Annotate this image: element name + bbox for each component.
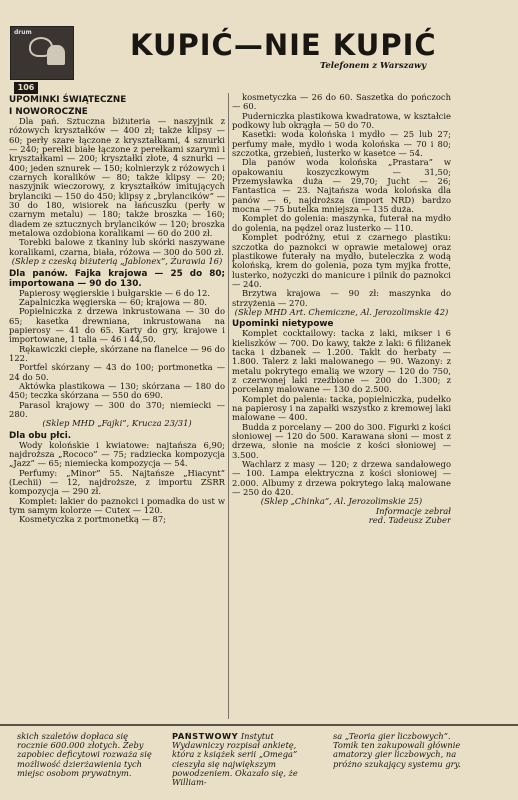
page-subtitle: Telefonem z Warszawy [320,61,427,71]
article-paragraph: Kasetki: woda kolońska i mydło — 25 lub 27; perfumy małe, mydło i woda kolońska — 70 i 80; szczotka, grzebień, lusterko w kasetce — 54. [232,129,451,159]
bottom-snippet-left: skich szaletów dopłaca się rocznie 600.000 złotych. Żeby zapobiec deficytowi rozważa się możliwość dzierżawienia tych miejsc osobom prywatnym. [17,732,152,778]
snippet-body: Instytut Wydawniczy rozpisał ankietę, która z książek serii „Omega” cieszyła się największym powodzeniem. Okazało się, że William- [172,732,298,788]
article-paragraph: Torebki balowe z tkaniny lub skórki naszywane koralikami, czarna, biała, różowa — 300 do 500 zł. [9,237,225,257]
shop-source: (Sklep z czeską biżuterią „Jablonex”, Żurawia 16) [11,256,223,267]
article-paragraph: Aktówka plastikowa — 130; skórzana — 180 do 450; teczka skórzana — 550 do 690. [9,380,225,401]
article-paragraph: Komplet cocktailowy: tacka z laki, mikser i 6 kieliszków — 700. Do kawy, także z laki: 6 filiżanek tacka i dzbanek — 1.200. Taklt do herbaty — 1.800. Talerz z laki malowanego — 90. Wazony: z metalu pokrytego emalią we wzory — 120 do 750, z czerwonej laki rzeźbione — 200 do 1.300; z porcelany malowane — 130 do 2.500. [232,328,451,395]
article-paragraph: Wody kolońskie i kwiatowe: najtańsza 6,90; najdroższa „Rococo” — 75; radziecka kompozycja „Jazz” — 65; niemiecka kompozycja — 54. [9,439,225,469]
article-paragraph: kosmetyczka — 26 do 60. Saszetka do pończoch — 60. [232,93,451,112]
article-paragraph: Popielniczka z drzewa inkrustowana — 30 do 65; kasetka drewniana, inkrustowana na papierosy — 41 do 65. Karty do gry, krajowe i importowane, 1 talia — 46 i 44,50. [9,306,225,345]
shop-source: (Sklep MHD Art. Chemiczne, Al. Jerozolimskie 42) [234,306,449,317]
page-title: KUPIĆ—NIE KUPIĆ [130,28,437,62]
shop-source: (Sklep „Chinka”, Al. Jerozolimskie 25) [260,496,423,507]
article-paragraph: Komplet do golenia: maszynka, futerał na mydło do golenia, na pędzel oraz lusterko — 110. [232,213,451,233]
section-heading: Dla obu płci. [9,430,72,441]
article-paragraph: Brzytwa krajowa — 90 zł: maszynka do strzyżenia — 270. [232,288,451,308]
article-paragraph: Puderniczka plastikowa kwadratowa, w kształcie podkowy lub okrągła — 50 do 70. [232,110,451,131]
article-paragraph: Portfel skórzany — 43 do 100; portmonetka — 24 do 50. [9,362,225,382]
bottom-separator [0,724,518,726]
article-paragraph: Komplet podróżny, etui z czarnego plastiku: szczotka do paznokci w oprawie metalowej oraz plastikowe futerały na mydło, buteleczka z wodą kolońską, krem do golenia, poza tym myjka frotte, lusterko, nożyczki do manicure i pilnik do paznokci — 240. [232,232,451,289]
section-heading: Dla panów. Fajka krajowa — 25 do 80; importowana — 90 do 130. [9,268,225,289]
left-article-column [9,93,225,717]
article-paragraph: Zapalniczka węgierska — 60; krajowa — 80. [19,296,207,307]
article-paragraph: Wachlarz z masy — 120; z drzewa sandałowego — 100. Lampa elektryczna z kości słoniowej — 2.000. Albumy z drzewa pokrytego laką malowane — 250 do 420. [232,459,451,498]
article-paragraph: Komplet do palenia: tacka, popielniczka, pudełko na papierosy i na zapałki wszystko z kremowej laki malowane — 400. [232,393,451,423]
article-paragraph: Perfumy: „Minor” 55. Najtańsze „Hiacynt” (Lechii) — 12, najdroższe, z importu ZSRR kompozycja — 290 zł. [9,467,225,497]
article-paragraph: Parasol krajowy — 300 do 370; niemiecki — 280. [9,399,225,419]
credit-line: Informacje zebrał [375,505,451,516]
header-illustration [10,26,74,80]
article-paragraph: Budda z porcelany — 200 do 300. Figurki z kości słoniowej — 120 do 500. Karawana słoni — most z drzewa, słonie na moście z kości słoniowej — 3.500. [232,421,451,460]
shop-source: (Sklep MHD „Fajki”, Krucza 23/31) [42,418,192,429]
section-heading: I NOWOROCZNE [9,107,88,117]
snippet-lead: PAŃSTWOWY [172,732,239,741]
article-paragraph: Kosmetyczka z portmonetką — 87; [19,514,166,525]
bottom-snippet-middle [172,732,316,798]
article-paragraph: Dla pań. Sztuczna biżuteria — naszyjnik z różowych kryształków — 400 zł; także klipsy — 60; perły szare łączone z kryształkami, 4 sznurki — 240; perełki białe łączone z perełkami szarymi i kryształkami — 200; kryształki złote, 4 sznurki — 400; jeden sznurek — 150; kolnierzyk z różowych i czarnych koralików — 80; także klipsy — 20; naszyjnik wieczorowy, z kryształków imitujących brylanciki — 150 do 450; klipsy z „brylancików” — 30 do 180, wisiorek na łańcuszku (perły w czarnym metalu) — 180; także broszka — 160; diadem ze sztucznych brylancików — 120; broszka metalowa ozdobiona koralikami — 60 do 200 zł. [9,116,225,239]
article-paragraph: Rękawiczki ciepłe, skórzane na flanelce — 96 do 122. [9,343,225,363]
credit-line: red. Tadeusz Zuber [368,515,451,526]
image-number: 106 [14,82,38,94]
article-paragraph: Komplet: lakier do paznokci i pomadka do ust w tym samym kolorze — Cutex — 120. [9,495,225,516]
illustration-object [47,45,65,65]
bottom-snippet-right: sa „Teoria gier liczbowych”. Tomik ten zakupowali głównie amatorzy gier liczbowych, na próżno szukający systemu gry. [333,732,461,769]
column-divider [228,93,229,719]
illustration-caption: drum [14,29,32,36]
section-heading: UPOMINKI ŚWIĄTECZNE [9,95,127,105]
article-paragraph: Papierosy węgierskie i bułgarskie — 6 do 12. [19,287,211,298]
article-paragraph: Dla panów woda kolońska „Prastara” w opakowaniu koszyczkowym — 31,50; Przemysławka duża — 29,70; Jucht — 26; Fantastica — 23. Najtańsza woda kolońska dla panów — 6, najdroższa (import NRD) bardzo mocna — 75 butelka mniejsza — 135 duża. [232,157,451,215]
right-article-column [232,93,451,717]
section-heading: Upominki nietypowe [232,319,334,330]
